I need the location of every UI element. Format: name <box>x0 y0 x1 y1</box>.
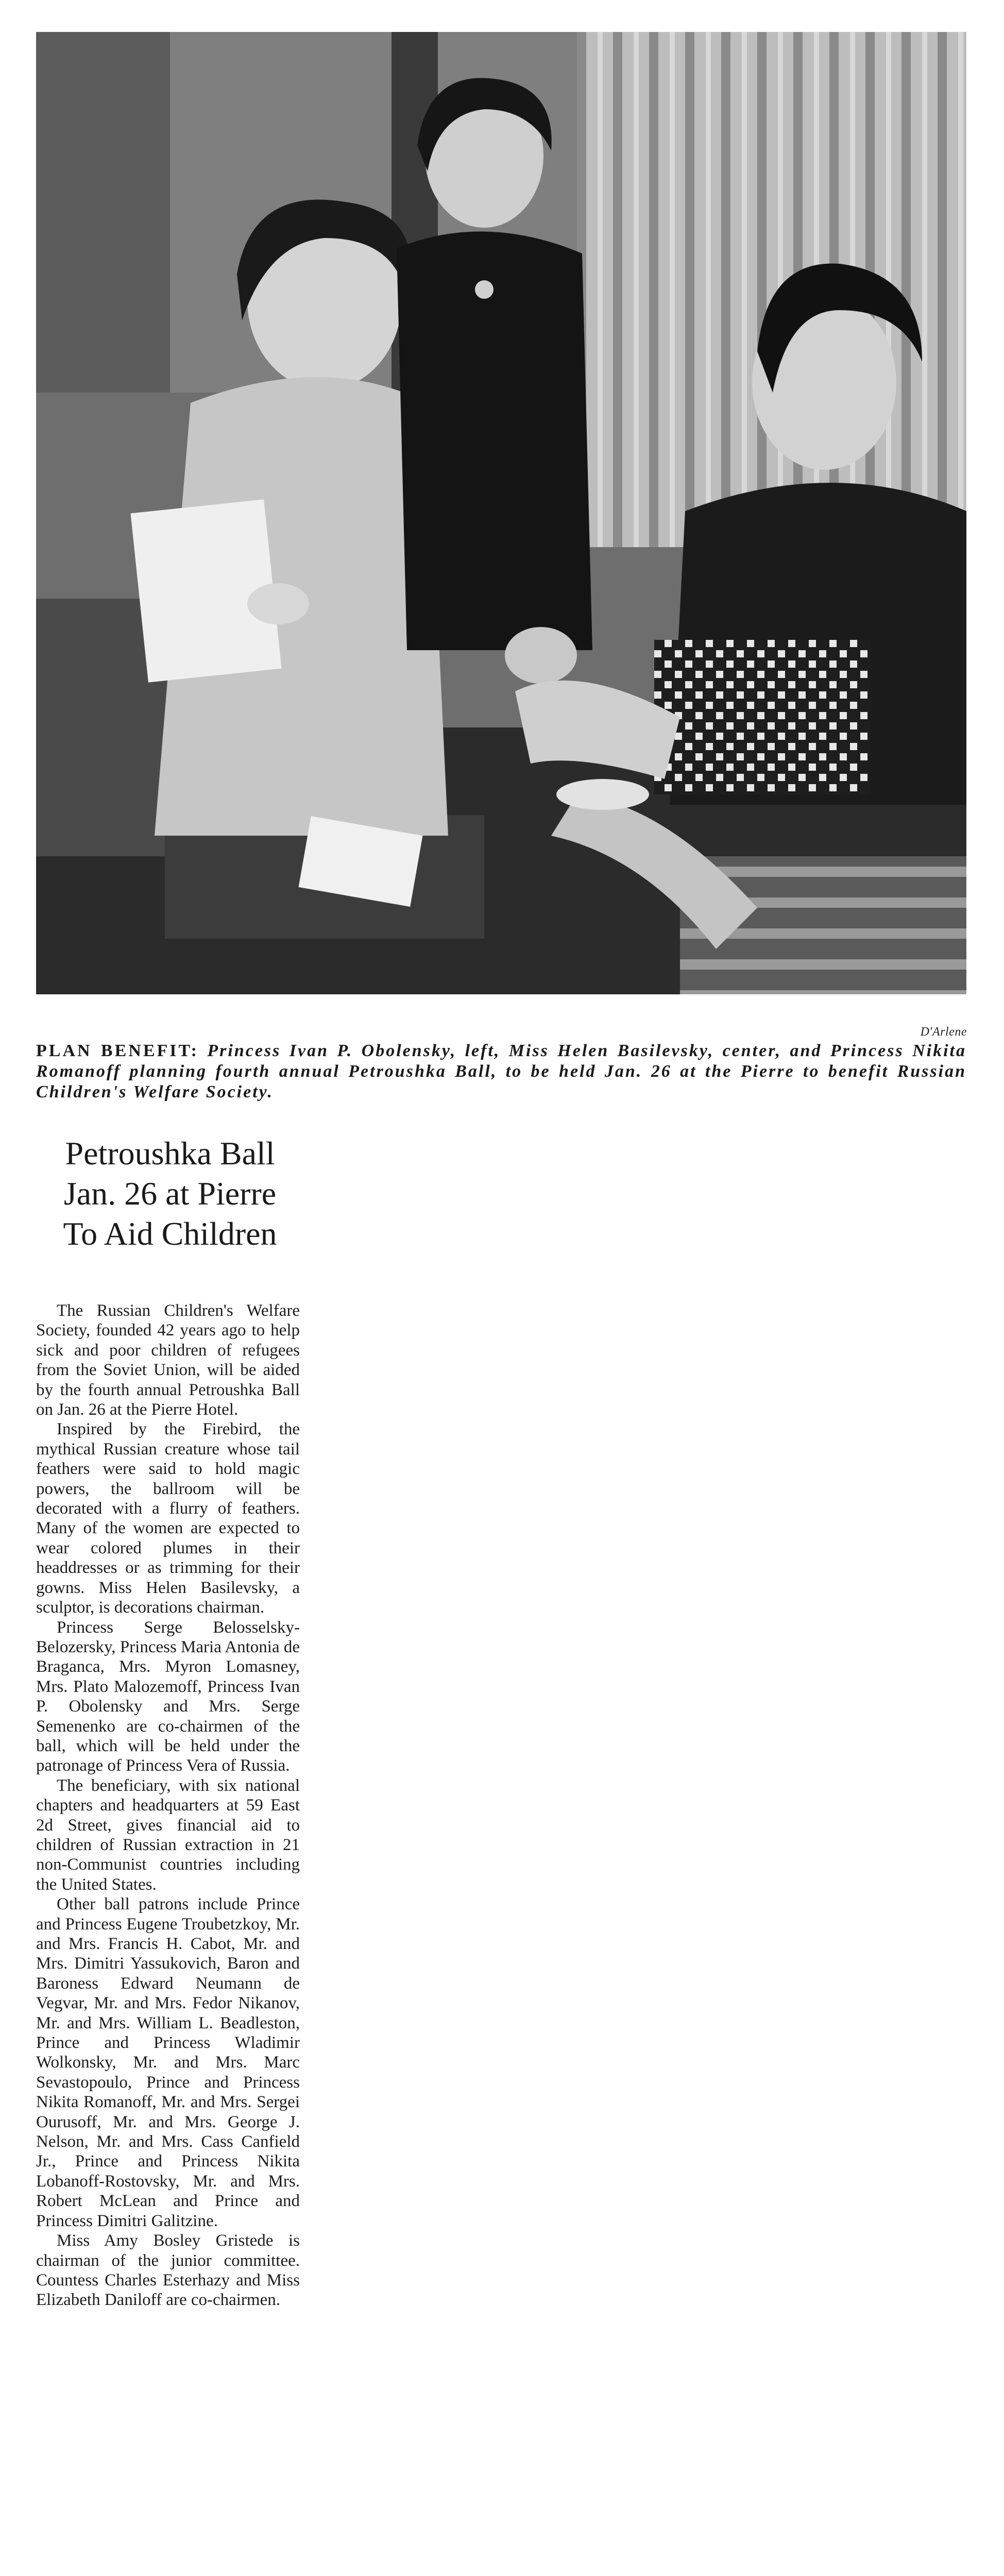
headline <box>21 1133 319 1254</box>
headline-line: To Aid Children <box>63 1215 277 1252</box>
photo-credit: D'Arlene <box>920 1025 967 1039</box>
article-paragraph: Inspired by the Firebird, the mythical Russian creature whose tail feathers were said to hold magic powers, the ballroom will be decorated with a flurry of feathers. Many of the women are expected to wear colored plumes in their headdresses or as trimming for their gowns. Miss Helen Basilevsky, a sculptor, is decorations chairman. <box>36 1420 300 1617</box>
headline-line: Petroushka Ball <box>65 1135 275 1172</box>
article-paragraph: Princess Serge Belosselsky-Belozersky, Princess Maria Antonia de Braganca, Mrs. Myron Lomasney, Mrs. Plato Malozemoff, Princess Ivan P. Obolensky and Mrs. Serge Semenenko are co-chairmen of the ball, which will be held under the patronage of Princess Vera of Russia. <box>36 1618 300 1775</box>
caption-lead: PLAN BENEFIT: <box>36 1041 199 1060</box>
photo-caption <box>36 1041 966 1103</box>
caption-text: Princess Ivan P. Obolensky, left, Miss Helen Basilevsky, center, and Princess Nikita Romanoff planning fourth annual Petroushka Ball, to be held Jan. 26 at the Pierre to benefit Russian Children's Welfare Society. <box>36 1041 967 1101</box>
article-paragraph: The Russian Children's Welfare Society, founded 42 years ago to help sick and poor children of refugees from the Soviet Union, will be aided by the fourth annual Petroushka Ball on Jan. 26 at the Pierre Hotel. <box>36 1301 300 1419</box>
article-photo <box>36 32 966 994</box>
headline-line: Jan. 26 at Pierre <box>63 1175 277 1212</box>
article-body <box>36 1301 300 2310</box>
photo-illustration <box>36 32 966 994</box>
article-paragraph: The beneficiary, with six national chapters and headquarters at 59 East 2d Street, gives financial aid to children of Russian extraction in 21 non-Communist countries including the United States. <box>36 1776 300 1894</box>
article-paragraph: Other ball patrons include Prince and Princess Eugene Troubetzkoy, Mr. and Mrs. Francis H. Cabot, Mr. and Mrs. Dimitri Yassukovich, Baron and Baroness Edward Neumann de Vegvar, Mr. and Mrs. Fedor Nikanov, Mr. and Mrs. William L. Beadleston, Prince and Princess Wladimir Wolkonsky, Mr. and Mrs. Marc Sevastopoulo, Prince and Princess Nikita Romanoff, Mr. and Mrs. Sergei Ourusoff, Mr. and Mrs. George J. Nelson, Mr. and Mrs. Cass Canfield Jr., Prince and Princess Nikita Lobanoff-Rostovsky, Mr. and Mrs. Robert McLean and Prince and Princess Dimitri Galitzine. <box>36 1895 300 2230</box>
article-paragraph: Miss Amy Bosley Gristede is chairman of the junior committee. Countess Charles Esterhazy and Miss Elizabeth Daniloff are co-chairmen. <box>36 2231 300 2310</box>
